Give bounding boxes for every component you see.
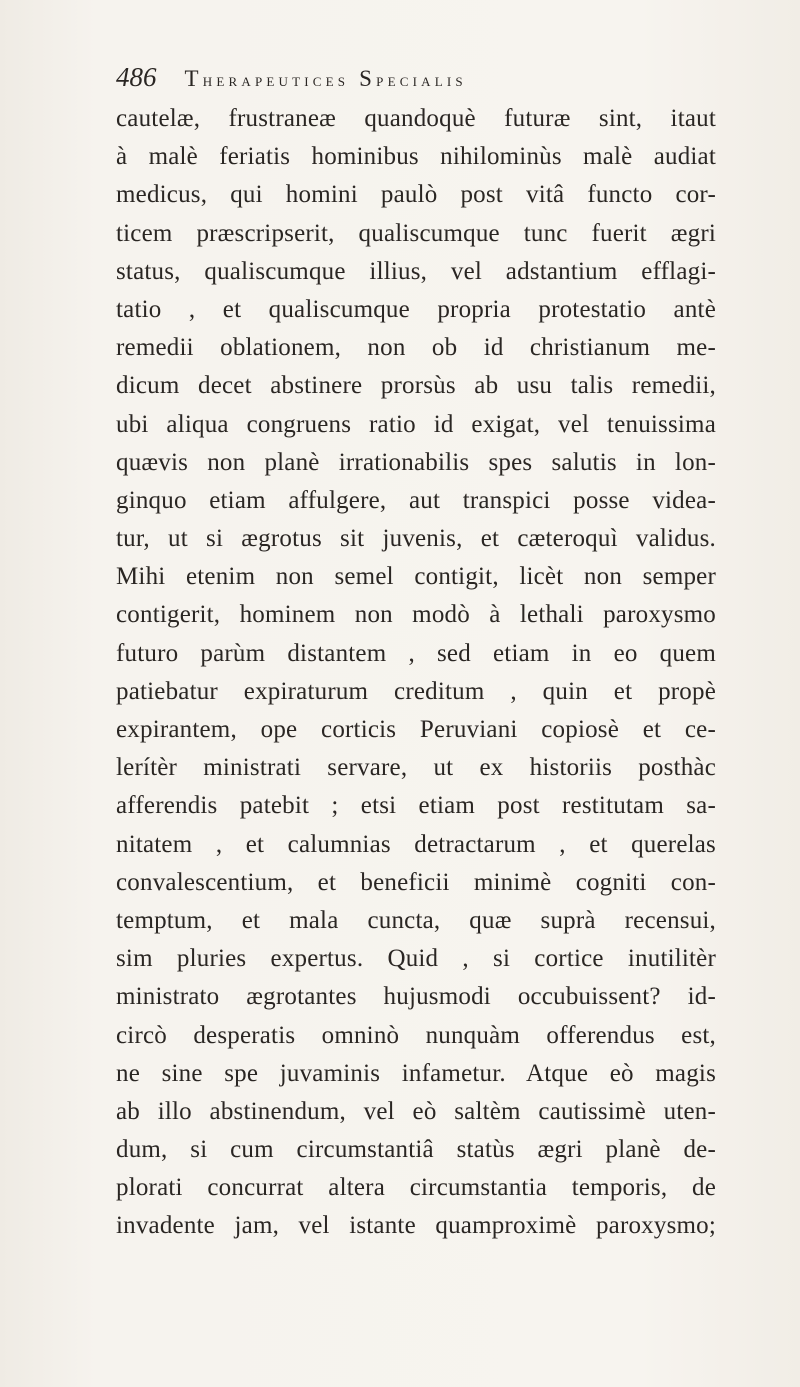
text-line: expirantem, ope corticis Peruviani copiosè et ce- xyxy=(116,716,716,743)
text-line: tur, ut si ægrotus sit juvenis, et cæteroquì validus. xyxy=(116,525,716,553)
text-line: patiebatur expiraturum creditum , quin et propè xyxy=(116,677,716,705)
text-line: sim pluries expertus. Quid , si cortice inutilitèr xyxy=(116,945,716,973)
text-line: status, qualiscumque illius, vel adstantium efflagi- xyxy=(116,257,716,285)
text-line: plorati concurrat altera circumstantia temporis, de xyxy=(116,1174,716,1202)
text-line: circò desperatis omninò nunquàm offerendus est, xyxy=(116,1021,716,1049)
text-line: afferendis patebit ; etsi etiam post restitutam sa- xyxy=(116,792,716,820)
text-line: quævis non planè irrationabilis spes salutis in lon- xyxy=(116,448,716,476)
text-line: tatio , et qualiscumque propria protestatio antè xyxy=(116,295,716,323)
page-header xyxy=(116,62,716,96)
body-text xyxy=(116,100,716,1246)
text-line: temptum, et mala cuncta, quæ suprà recensui, xyxy=(116,906,716,934)
text-line: à malè feriatis hominibus nihilominùs malè audiat xyxy=(116,143,716,171)
text-line: nitatem , et calumnias detractarum , et querelas xyxy=(116,830,716,858)
text-line: contigerit, hominem non modò à lethali paroxysmo xyxy=(116,601,716,629)
page-number: 486 xyxy=(116,62,157,92)
text-line: Mihi etenim non semel contigit, licèt non semper xyxy=(116,563,716,591)
text-line: cautelæ, frustraneæ quandoquè futuræ sint, itaut xyxy=(116,105,716,132)
text-line: medicus, qui homini paulò post vitâ functo cor- xyxy=(116,181,716,209)
text-line: lerítèr ministrati servare, ut ex historiis posthàc xyxy=(116,754,716,782)
text-line: ticem præscripserit, qualiscumque tunc fuerit ægri xyxy=(116,219,716,247)
text-line: remedii oblationem, non ob id christianum me- xyxy=(116,334,716,362)
text-line: dum, si cum circumstantiâ statùs ægri planè de- xyxy=(116,1136,716,1164)
text-line: invadente jam, vel istante quamproximè paroxysmo; xyxy=(116,1212,716,1240)
text-line: dicum decet abstinere prorsùs ab usu talis remedii, xyxy=(116,372,716,400)
text-line: ne sine spe juvaminis infametur. Atque eò magis xyxy=(116,1059,716,1087)
text-line: ministrato ægrotantes hujusmodi occubuissent? id- xyxy=(116,983,716,1011)
running-head: Therapeutices Specialis xyxy=(184,66,467,91)
text-line: futuro parùm distantem , sed etiam in eo quem xyxy=(116,639,716,667)
text-line: ab illo abstinendum, vel eò saltèm cautissimè uten- xyxy=(116,1097,716,1125)
text-line: ginquo etiam affulgere, aut transpici posse videa- xyxy=(116,486,716,514)
text-line: convalescentium, et beneficii minimè cogniti con- xyxy=(116,868,716,896)
text-line: ubi aliqua congruens ratio id exigat, vel tenuissima xyxy=(116,410,716,438)
